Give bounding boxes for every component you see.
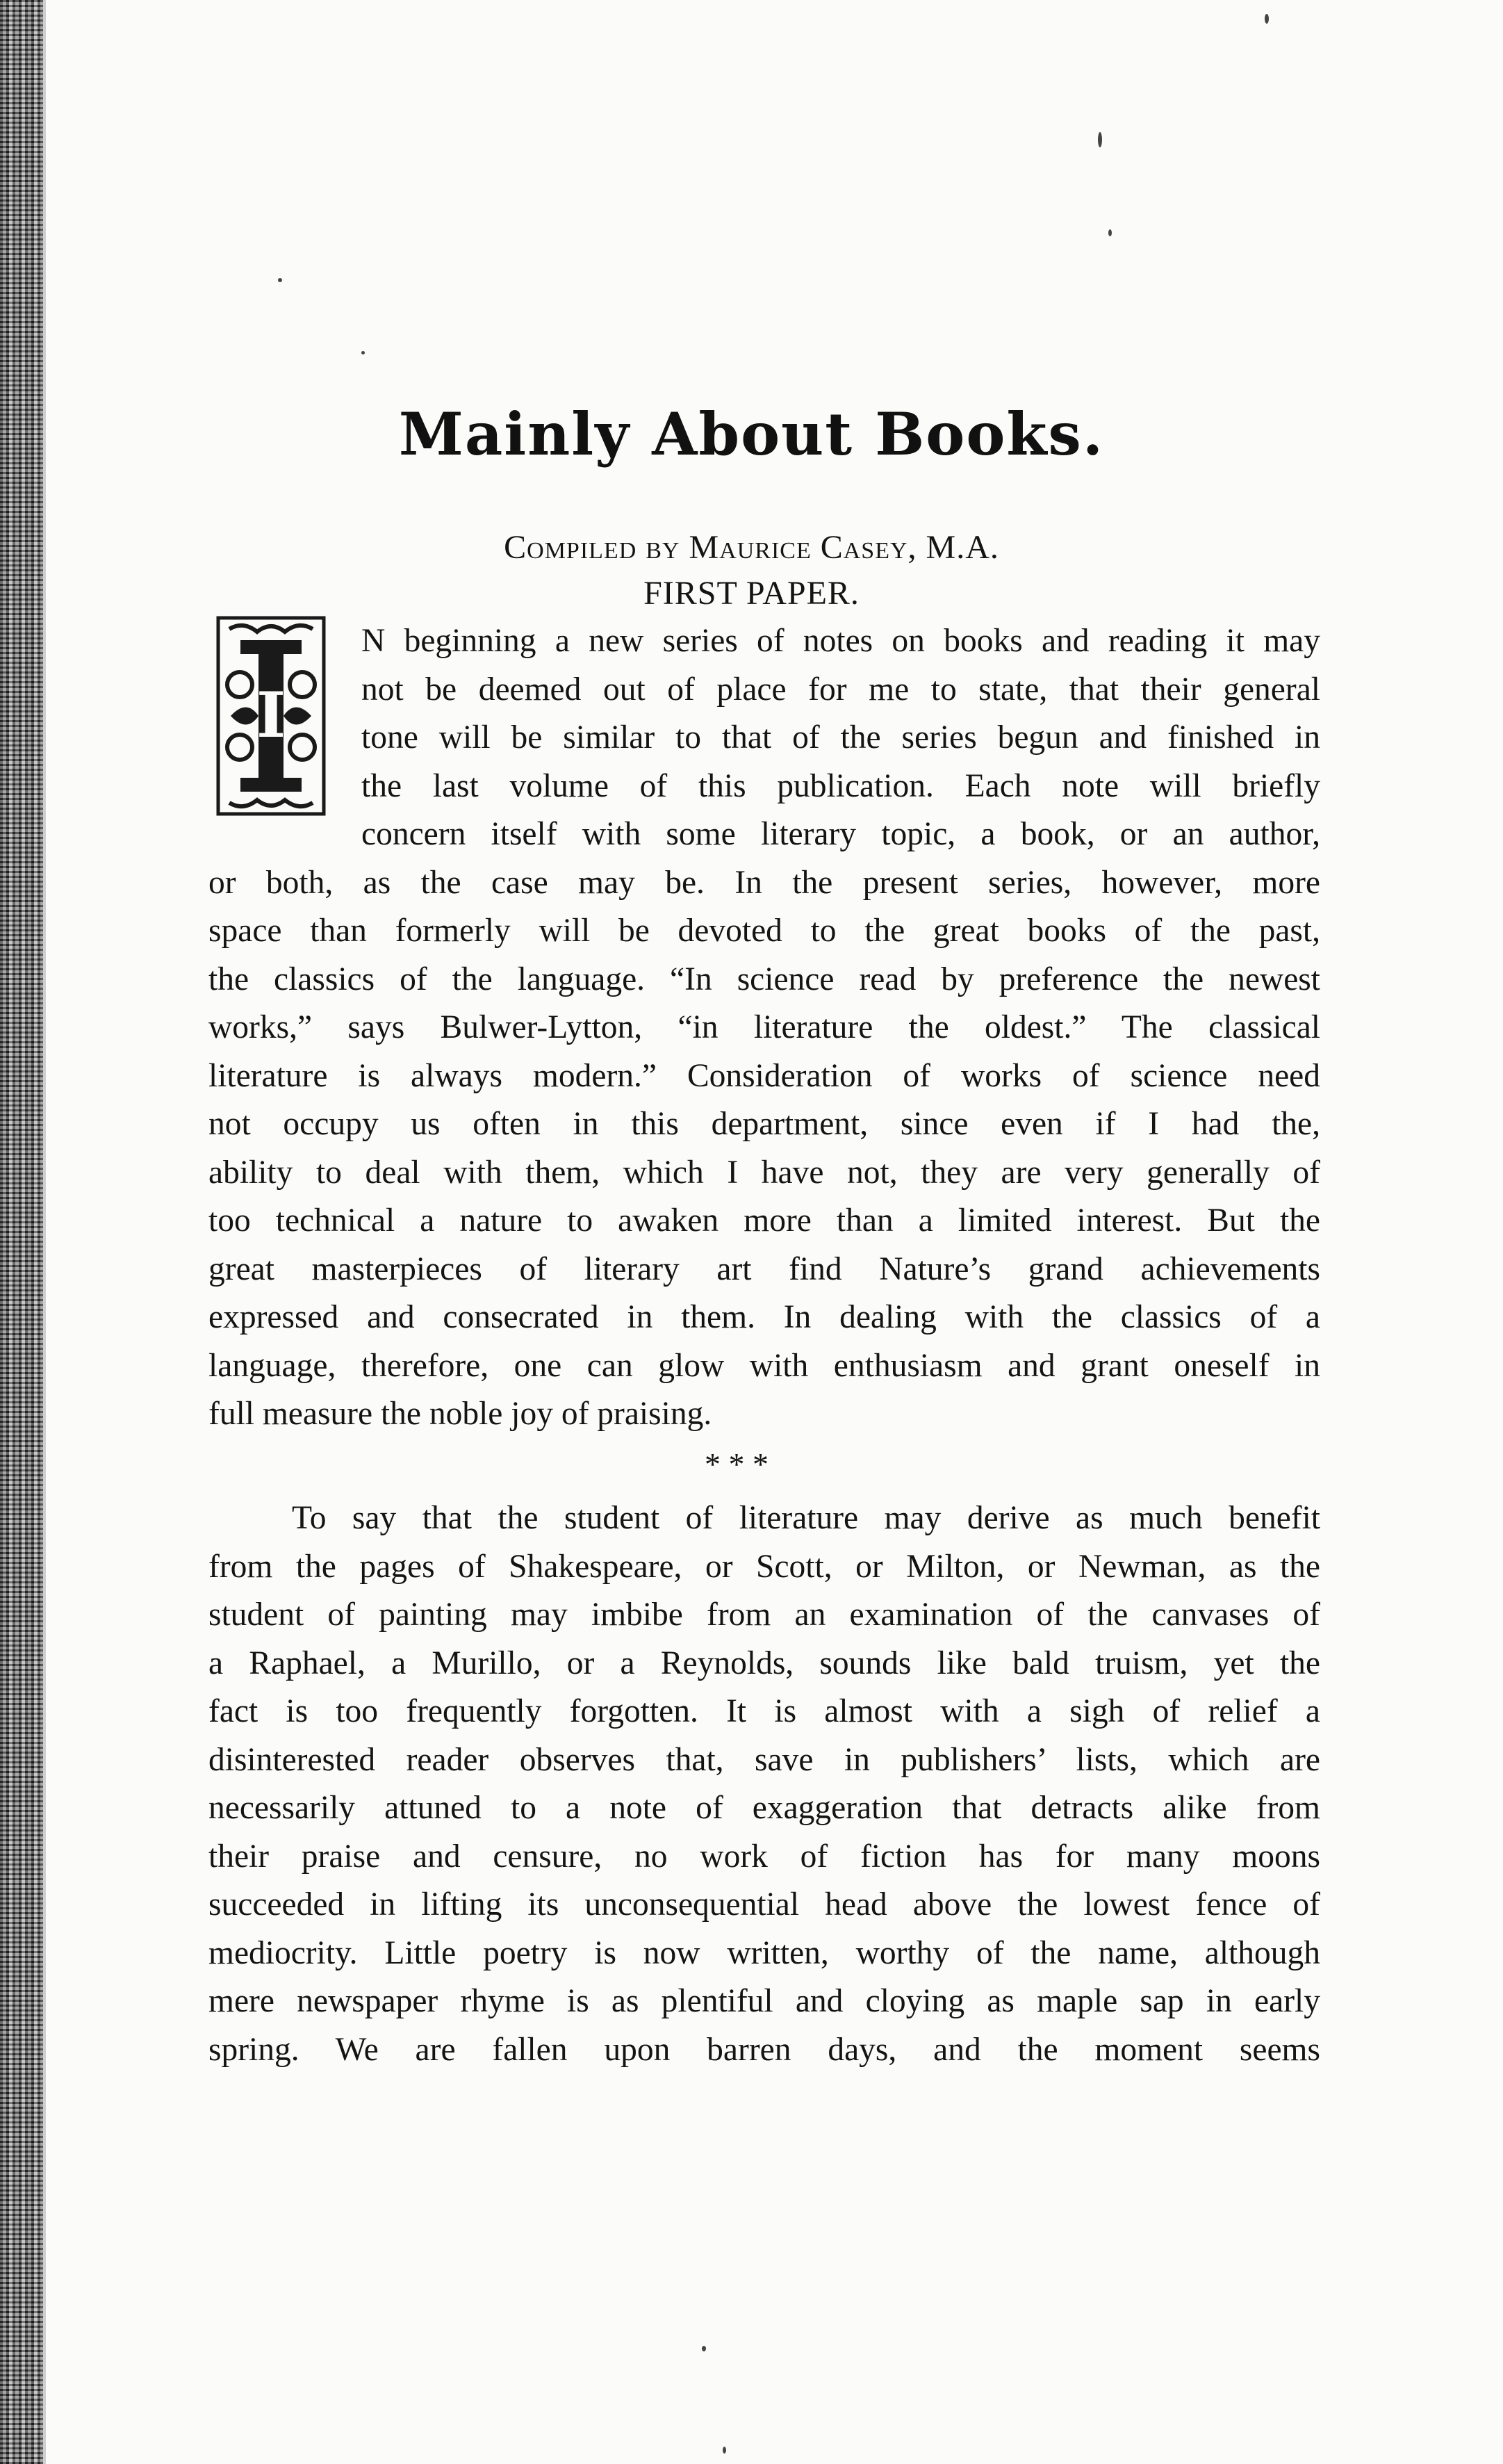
text-line: the classics of the language. “In science read by preference the newest [208, 961, 1320, 997]
text-line: ability to deal with them, which I have not, they are very generally of [208, 1154, 1320, 1191]
page-title: Mainly About Books. [398, 400, 1105, 468]
print-speck [1108, 229, 1112, 236]
text-line: not occupy us often in this department, since even if I had the, [208, 1106, 1320, 1142]
text-line: necessarily attuned to a note of exaggeration that detracts alike from [208, 1790, 1320, 1826]
text-line: tone will be similar to that of the series begun and finished in [361, 719, 1320, 756]
text-line: or both, as the case may be. In the present series, however, more [208, 864, 1320, 901]
text-line: a Raphael, a Murillo, or a Reynolds, sounds like bald truism, yet the [208, 1645, 1320, 1681]
text-line: N beginning a new series of notes on books and reading it may [361, 623, 1320, 659]
text-line: not be deemed out of place for me to state, that their general [361, 671, 1320, 708]
text-line: from the pages of Shakespeare, or Scott, or Milton, or Newman, as the [208, 1548, 1320, 1585]
print-speck [1098, 132, 1102, 147]
text-line: space than formerly will be devoted to the great books of the past, [208, 913, 1320, 949]
print-speck [1265, 14, 1269, 24]
text-line: spring. We are fallen upon barren days, and the moment seems [208, 2031, 1320, 2068]
text-line: student of painting may imbibe from an examination of the canvases of [208, 1597, 1320, 1633]
text-line: too technical a nature to awaken more than a limited interest. But the [208, 1202, 1320, 1239]
spine-edge [43, 0, 46, 2464]
print-speck [278, 278, 282, 282]
section-label: FIRST PAPER. [643, 575, 860, 612]
ornamental-dropcap [215, 615, 327, 817]
text-line: language, therefore, one can glow with enthusiasm and grant oneself in [208, 1347, 1320, 1384]
text-line: the last volume of this publication. Each note will briefly [361, 767, 1320, 804]
text-line: mediocrity. Little poetry is now written, worthy of the name, although [208, 1934, 1320, 1971]
text-line: literature is always modern.” Consideration of works of science need [208, 1057, 1320, 1094]
text-line: works,” says Bulwer-Lytton, “in literature the oldest.” The classical [208, 1009, 1320, 1045]
paragraph-2 [208, 1494, 1320, 2074]
text-line: great masterpieces of literary art find Nature’s grand achievements [208, 1250, 1320, 1287]
text-line: expressed and consecrated in them. In dealing with the classics of a [208, 1299, 1320, 1335]
text-line: To say that the student of literature may derive as much benefit [292, 1500, 1320, 1536]
paragraph-1 [208, 810, 1320, 1439]
book-spine-binding [0, 0, 43, 2464]
text-line: fact is too frequently forgotten. It is almost with a sigh of relief a [208, 1693, 1320, 1729]
text-line: their praise and censure, no work of fiction has for many moons [208, 1838, 1320, 1875]
text-line: mere newspaper rhyme is as plentiful and cloying as maple sap in early [208, 1983, 1320, 2019]
text-line: disinterested reader observes that, save in publishers’ lists, which are [208, 1741, 1320, 1778]
paragraph-1-opening [361, 617, 1320, 810]
print-speck [361, 351, 365, 354]
print-speck [723, 2447, 726, 2454]
text-line: concern itself with some literary topic, a book, or an author, [361, 816, 1320, 852]
text-line: succeeded in lifting its unconsequential head above the lowest fence of [208, 1886, 1320, 1923]
text-line: full measure the noble joy of praising. [208, 1396, 712, 1432]
dropcap-letter: I [256, 678, 286, 752]
byline: Compiled by Maurice Casey, M.A. [504, 529, 999, 566]
print-speck [702, 2346, 706, 2351]
asterism-separator: * * * [705, 1446, 769, 1482]
